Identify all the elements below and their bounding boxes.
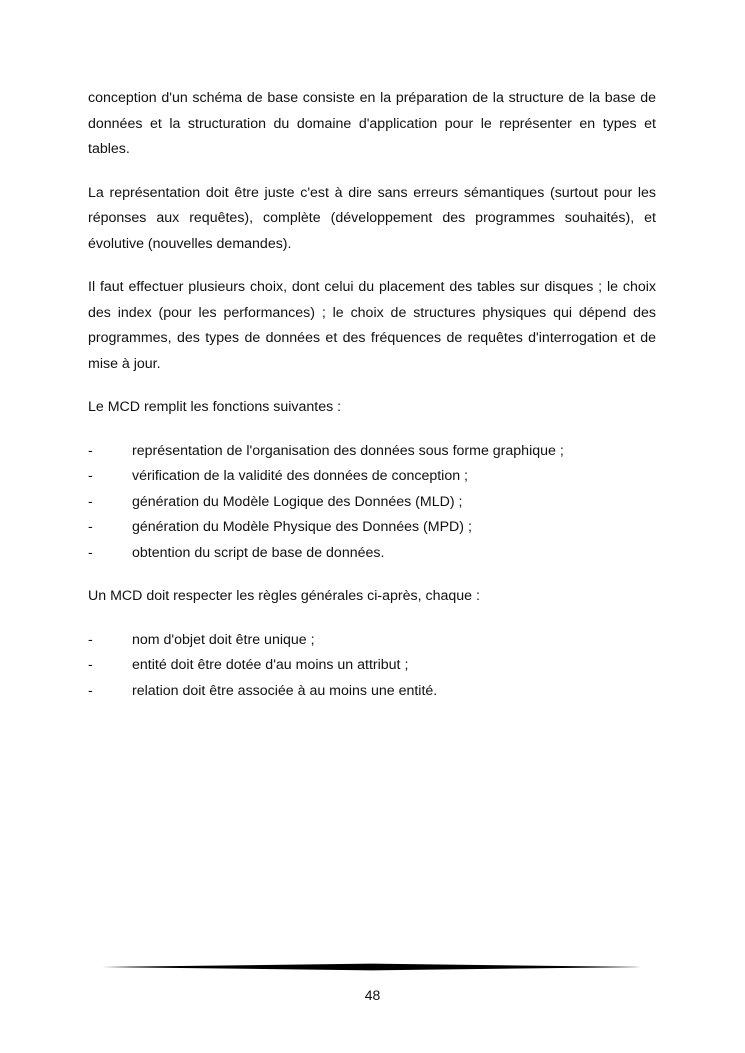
mcd-functions-intro: Le MCD remplit les fonctions suivantes : (88, 399, 342, 415)
list-item-text: représentation de l'organisation des données sous forme graphique ; (132, 442, 564, 459)
list-item-text: génération du Modèle Logique des Données (MLD) ; (132, 493, 463, 510)
bullet-dash: - (88, 631, 93, 648)
bullet-dash: - (88, 493, 93, 510)
bullet-dash: - (88, 468, 93, 484)
list-item-text: nom d'objet doit être unique ; (132, 631, 315, 648)
list-item (88, 515, 656, 541)
mcd-rules-intro: Un MCD doit respecter les règles générales ci-après, chaque : (88, 588, 480, 604)
page-body (88, 86, 656, 722)
page-number: 48 (364, 987, 381, 1003)
mcd-functions-list (88, 439, 656, 567)
bullet-dash: - (88, 544, 93, 561)
list-item-text: obtention du script de base de données. (132, 544, 385, 561)
list-item-text: vérification de la validité des données de conception ; (132, 468, 468, 484)
bullet-dash: - (88, 657, 93, 673)
list-item (88, 679, 656, 705)
list-item (88, 464, 656, 490)
list-item (88, 439, 656, 465)
footer-divider (102, 962, 641, 972)
list-item-text: génération du Modèle Physique des Données (MPD) ; (132, 519, 472, 535)
list-item (88, 628, 656, 654)
list-item-text: entité doit être dotée d'au moins un attribut ; (132, 657, 409, 673)
list-item (88, 653, 656, 679)
list-item (88, 490, 656, 516)
bullet-dash: - (88, 442, 93, 459)
paragraph-representation: La représentation doit être juste c'est à dire sans erreurs sémantiques (surtout pour les réponses aux requêtes), complète (développement des programmes souhaités), et évolutive (nouvelles demandes). (88, 184, 656, 252)
paragraph-choices: Il faut effectuer plusieurs choix, dont celui du placement des tables sur disques ; le choix des index (pour les performances) ; le choix de structures physiques qui dépend des programmes, des types de données et des fréquences de requêtes d'interrogation et de mise à jour. (88, 279, 656, 372)
bullet-dash: - (88, 519, 93, 535)
list-item-text: relation doit être associée à au moins une entité. (132, 682, 438, 699)
paragraph-schema-design: conception d'un schéma de base consiste en la préparation de la structure de la base de données et la structuration du domaine d'application pour le représenter en types et tables. (88, 90, 656, 157)
bullet-dash: - (88, 682, 93, 699)
mcd-rules-list (88, 628, 656, 705)
list-item (88, 541, 656, 567)
